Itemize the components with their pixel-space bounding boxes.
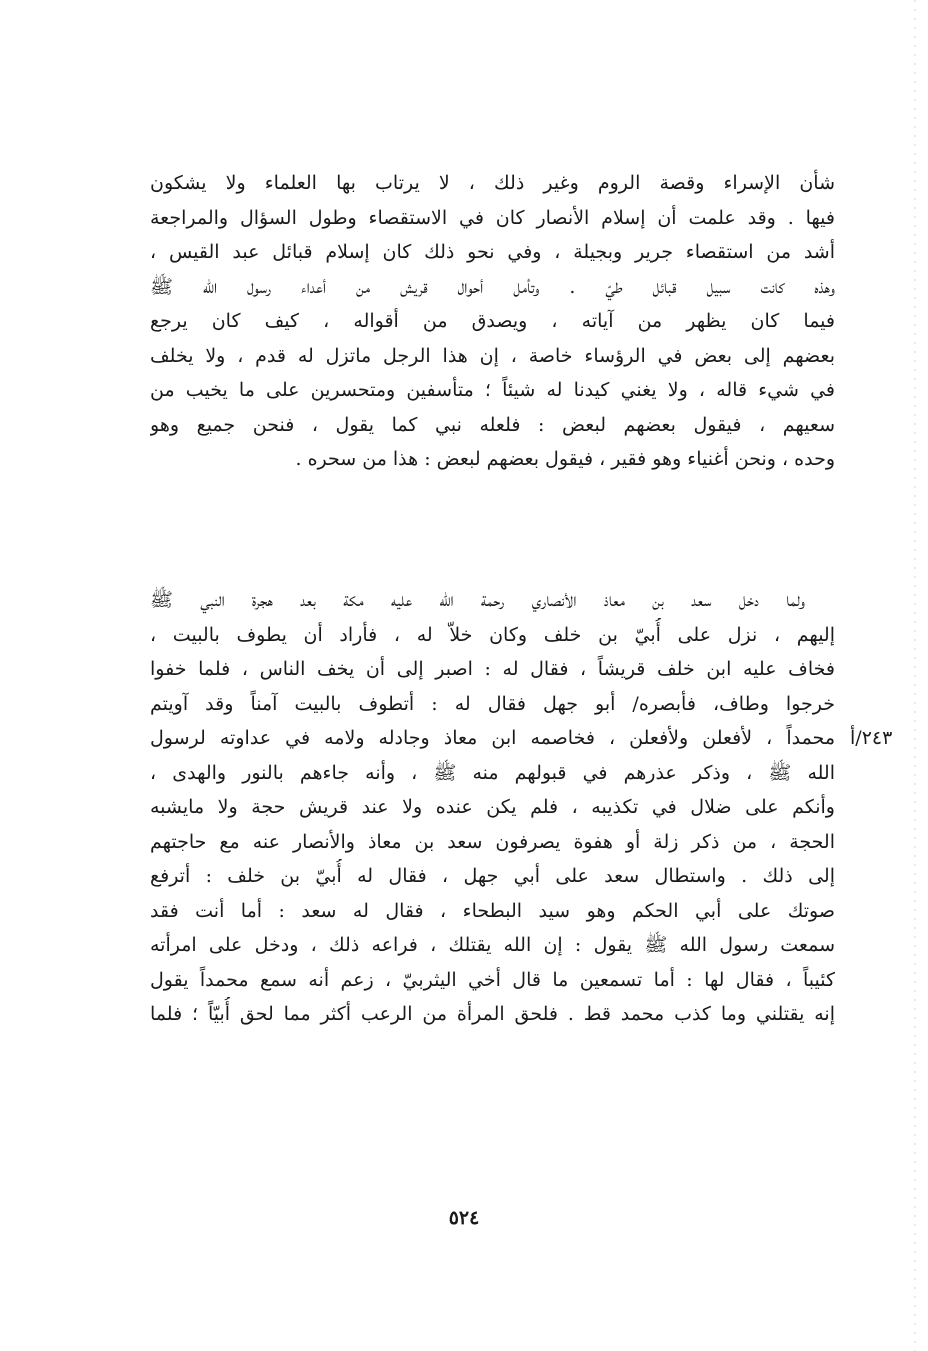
paragraph-1 xyxy=(150,166,835,477)
text-line: إنه يقتلني وما كذب محمد قط . فلحق المرأة من الرعب أكثر مما لحق أُبيّاً ؛ فلما xyxy=(150,1003,835,1025)
text-line: في شيء قاله ، ولا يغني كيدنا له شيئاً ؛ متأسفين ومتحسرين على ما يخيب من xyxy=(150,379,835,401)
text-line: إليهم ، نزل على أُبيّ بن خلف وكان خلاّ له ، فأراد أن يطوف بالبيت ، xyxy=(150,623,835,646)
page-edge-shadow xyxy=(914,0,916,1351)
text-line: وحده ، ونحن أغنياء وهو فقير ، فيقول بعضهم لبعض : هذا من سحره . xyxy=(295,448,835,470)
text-line: إلى ذلك . واستطال سعد على أبي جهل ، فقال له أُبيّ بن خلف : أترفع xyxy=(150,865,835,887)
text-line: فيها . وقد علمت أن إسلام الأنصار كان في الاستقصاء وطول السؤال والمراجعة xyxy=(150,206,835,229)
text-line: كئيباً ، فقال لها : أما تسمعين ما قال أخي اليثربيّ ، زعم أنه سمع محمداً يقول xyxy=(150,968,835,991)
text-line: شأن الإسراء وقصة الروم وغير ذلك ، لا يرتاب بها العلماء ولا يشكون xyxy=(150,172,835,194)
text-line: فيما كان يظهر من آياته ، ويصدق من أقواله ، كيف كان يرجع xyxy=(150,310,835,332)
text-line: الله ﷺ ، وذكر عذرهم في قبولهم منه ﷺ ، وأنه جاءهم بالنور والهدى ، xyxy=(150,761,835,784)
text-line: محمداً ، لأفعلن ولأفعلن ، فخاصمه ابن معاذ وجادله ولامه في عداوته لرسول xyxy=(150,727,835,749)
text-line: خرجوا وطاف، فأبصره/ أبو جهل فقال له : أتطوف بالبيت آمناً وقد آويتم xyxy=(150,692,835,715)
manuscript-folio-reference: ٢٤٣/أ xyxy=(850,727,893,749)
text-line: وهذه كانت سبيل قبائل طيّ . وتأمل أحوال قريش من أعداء رسول الله ﷺ xyxy=(150,275,835,298)
text-line: سمعت رسول الله ﷺ يقول : إن الله يقتلك ، فراعه ذلك ، ودخل على امرأته xyxy=(150,934,835,956)
paragraph-2 xyxy=(150,583,835,1032)
text-line: فخاف عليه ابن خلف قريشاً ، فقال له : اصبر إلى أن يخف الناس ، فلما خفوا xyxy=(150,658,835,680)
text-line: سعيهم ، فيقول بعضهم لبعض : فلعله نبي كما يقول ، فنحن جميع وهو xyxy=(150,413,835,436)
text-line: ولما دخل سعد بن معاذ الأنصاري رحمة الله عليه مكة بعد هجرة النبي ﷺ xyxy=(150,589,805,611)
text-line: بعضهم إلى بعض في الرؤساء خاصة ، إن هذا الرجل ماتزل له قدم ، ولا يخلف xyxy=(150,344,835,367)
page-number: ٥٢٤ xyxy=(448,1207,480,1229)
text-line: وأنكم على ضلال في تكذيبه ، فلم يكن عنده ولا عند قريش حجة ولا مايشبه xyxy=(150,796,835,818)
text-line: الحجة ، من ذكر زلة أو هفوة يصرفون سعد بن معاذ والأنصار عنه مع حاجتهم xyxy=(150,830,835,853)
text-line: صوتك على أبي الحكم وهو سيد البطحاء ، فقال له سعد : أما أنت فقد xyxy=(150,899,835,922)
text-line: أشد من استقصاء جرير وبجيلة ، وفي نحو ذلك كان إسلام قبائل عبد القيس ، xyxy=(150,241,835,263)
